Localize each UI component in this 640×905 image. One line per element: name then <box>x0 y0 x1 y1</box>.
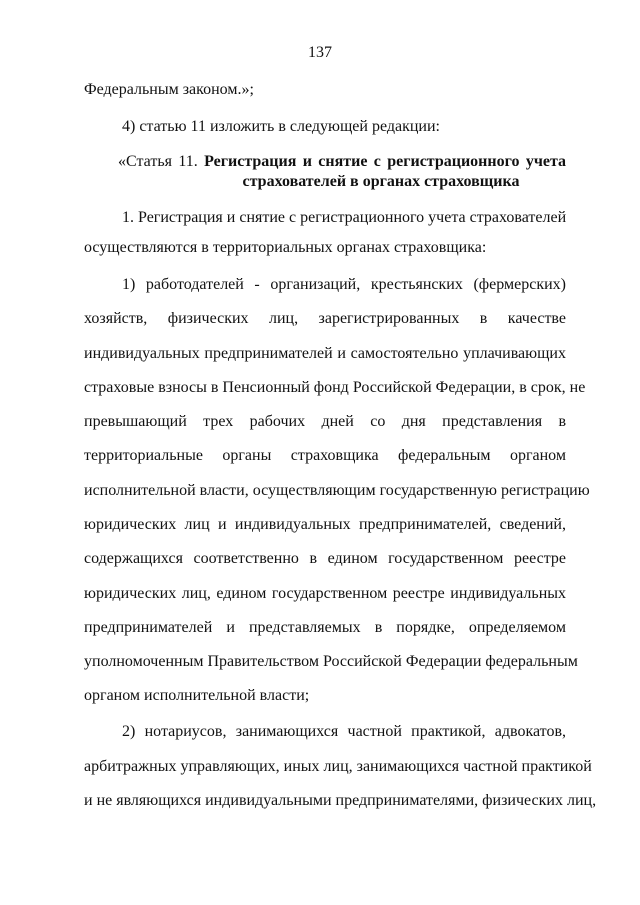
text-line: содержащихся соответственно в едином государственном реестре <box>84 550 566 567</box>
text-line: юридических лиц и индивидуальных предпринимателей, сведений, <box>84 516 566 533</box>
text-line: 2) нотариусов, занимающихся частной практикой, адвокатов, <box>122 723 566 740</box>
text-line: исполнительной власти, осуществляющим государственную регистрацию <box>84 482 590 499</box>
text-line: 1) работодателей - организаций, крестьянских (фермерских) <box>122 276 566 293</box>
text-line: органом исполнительной власти; <box>84 687 310 704</box>
article-number: «Статья 11. <box>118 153 198 170</box>
text-line: 4) статью 11 изложить в следующей редакции: <box>122 118 440 135</box>
text-line: территориальные органы страховщика федеральным органом <box>84 447 566 464</box>
text-line: превышающий трех рабочих дней со дня представления в <box>84 413 566 430</box>
text-line: предпринимателей и представляемых в порядке, определяемом <box>84 619 566 636</box>
text-line: и не являющихся индивидуальными предпринимателями, физических лиц, <box>84 792 597 809</box>
text-line: страховые взносы в Пенсионный фонд Российской Федерации, в срок, не <box>84 379 586 396</box>
text-line: 1. Регистрация и снятие с регистрационного учета страхователей <box>122 209 567 226</box>
article-heading-line-1 <box>118 153 566 171</box>
page-number: 137 <box>308 44 332 61</box>
text-line: Федеральным законом.»; <box>84 81 254 98</box>
text-line: юридических лиц, едином государственном реестре индивидуальных <box>84 585 566 602</box>
text-line: индивидуальных предпринимателей и самостоятельно уплачивающих <box>84 345 566 362</box>
article-heading-line-2: страхователей в органах страховщика <box>242 173 520 190</box>
article-title: Регистрация и снятие с регистрационного учета <box>204 153 567 170</box>
text-line: уполномоченным Правительством Российской Федерации федеральным <box>84 653 578 670</box>
text-line: арбитражных управляющих, иных лиц, занимающихся частной практикой <box>84 758 592 775</box>
text-line: хозяйств, физических лиц, зарегистрированных в качестве <box>84 310 566 327</box>
text-line: осуществляются в территориальных органах страховщика: <box>84 239 487 256</box>
